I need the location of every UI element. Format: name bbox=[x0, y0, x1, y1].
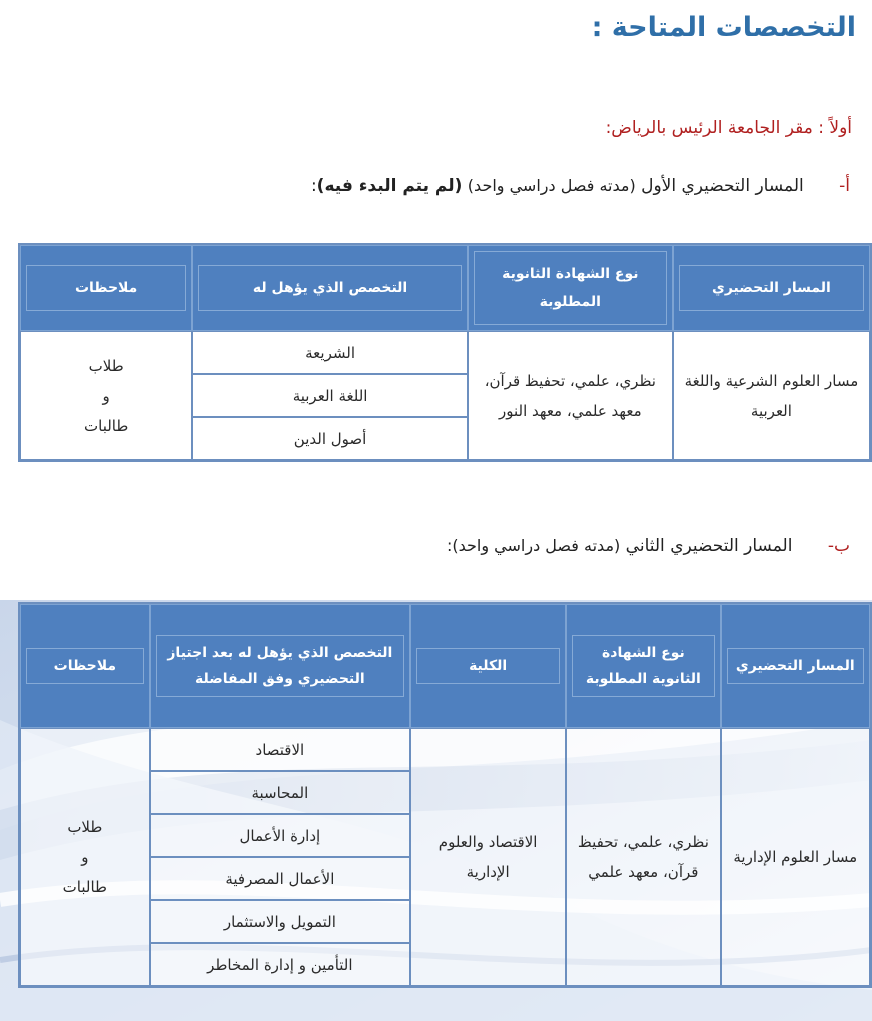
header-track: المسار التحضيري bbox=[721, 604, 870, 728]
specialization-cell: اللغة العربية bbox=[192, 374, 467, 417]
track-a-letter: أ- bbox=[839, 176, 850, 196]
specialization-cell: المحاسبة bbox=[150, 771, 410, 814]
track-b-notes-cell bbox=[20, 728, 150, 986]
notes-line: و bbox=[102, 386, 110, 405]
page-title: التخصصات المتاحة : bbox=[591, 12, 856, 43]
track-a-track-cell: مسار العلوم الشرعية واللغة العربية bbox=[673, 331, 870, 460]
header-certificate: نوع الشهادة الثانوية المطلوبة bbox=[566, 604, 720, 728]
track-b-college-cell: الاقتصاد والعلوم الإدارية bbox=[410, 728, 566, 986]
track-b-track-cell: مسار العلوم الإدارية bbox=[721, 728, 870, 986]
specialization-cell: أصول الدين bbox=[192, 417, 467, 460]
track-b-name: المسار التحضيري الثاني bbox=[625, 536, 793, 556]
header-specialization: التخصص الذي يؤهل له bbox=[192, 245, 467, 331]
track-b-letter: ب- bbox=[827, 536, 850, 556]
notes-line: طلاب bbox=[67, 818, 103, 836]
track-a-duration: (مدته فصل دراسي واحد) bbox=[467, 176, 636, 195]
header-specialization: التخصص الذي يؤهل له بعد اجتياز التحضيري وفق المفاضلة bbox=[150, 604, 410, 728]
specialization-cell: التمويل والاستثمار bbox=[150, 900, 410, 943]
header-notes: ملاحظات bbox=[20, 245, 192, 331]
track-b-duration: (مدته فصل دراسي واحد): bbox=[446, 536, 621, 555]
header-certificate: نوع الشهادة الثانوية المطلوبة bbox=[468, 245, 673, 331]
specialization-cell: الأعمال المصرفية bbox=[150, 857, 410, 900]
track-b-certificate-cell: نظري، علمي، تحفيظ قرآن، معهد علمي bbox=[566, 728, 720, 986]
header-notes: ملاحظات bbox=[20, 604, 150, 728]
track-a-heading bbox=[311, 176, 850, 196]
notes-line: طالبات bbox=[62, 878, 107, 896]
track-a-certificate-cell: نظري، علمي، تحفيظ قرآن، معهد علمي، معهد النور bbox=[468, 331, 673, 460]
notes-line: طلاب bbox=[88, 356, 124, 375]
track-a-table bbox=[18, 243, 872, 462]
track-a-notes-cell bbox=[20, 331, 192, 460]
track-a-status: (لم يتم البدء فيه) bbox=[316, 176, 463, 196]
track-a-name: المسار التحضيري الأول bbox=[641, 176, 804, 196]
specialization-cell: إدارة الأعمال bbox=[150, 814, 410, 857]
specialization-cell: الشريعة bbox=[192, 331, 467, 374]
track-b-table bbox=[18, 602, 872, 988]
track-b-heading bbox=[447, 536, 850, 556]
notes-line: طالبات bbox=[84, 416, 129, 435]
specialization-cell: الاقتصاد bbox=[150, 728, 410, 771]
specialization-cell: التأمين و إدارة المخاطر bbox=[150, 943, 410, 986]
section-heading-riyadh: أولاً : مقر الجامعة الرئيس بالرياض: bbox=[605, 118, 852, 138]
header-college: الكلية bbox=[410, 604, 566, 728]
track-a-colon: : bbox=[310, 176, 317, 196]
notes-line: و bbox=[81, 848, 89, 866]
header-track: المسار التحضيري bbox=[673, 245, 870, 331]
